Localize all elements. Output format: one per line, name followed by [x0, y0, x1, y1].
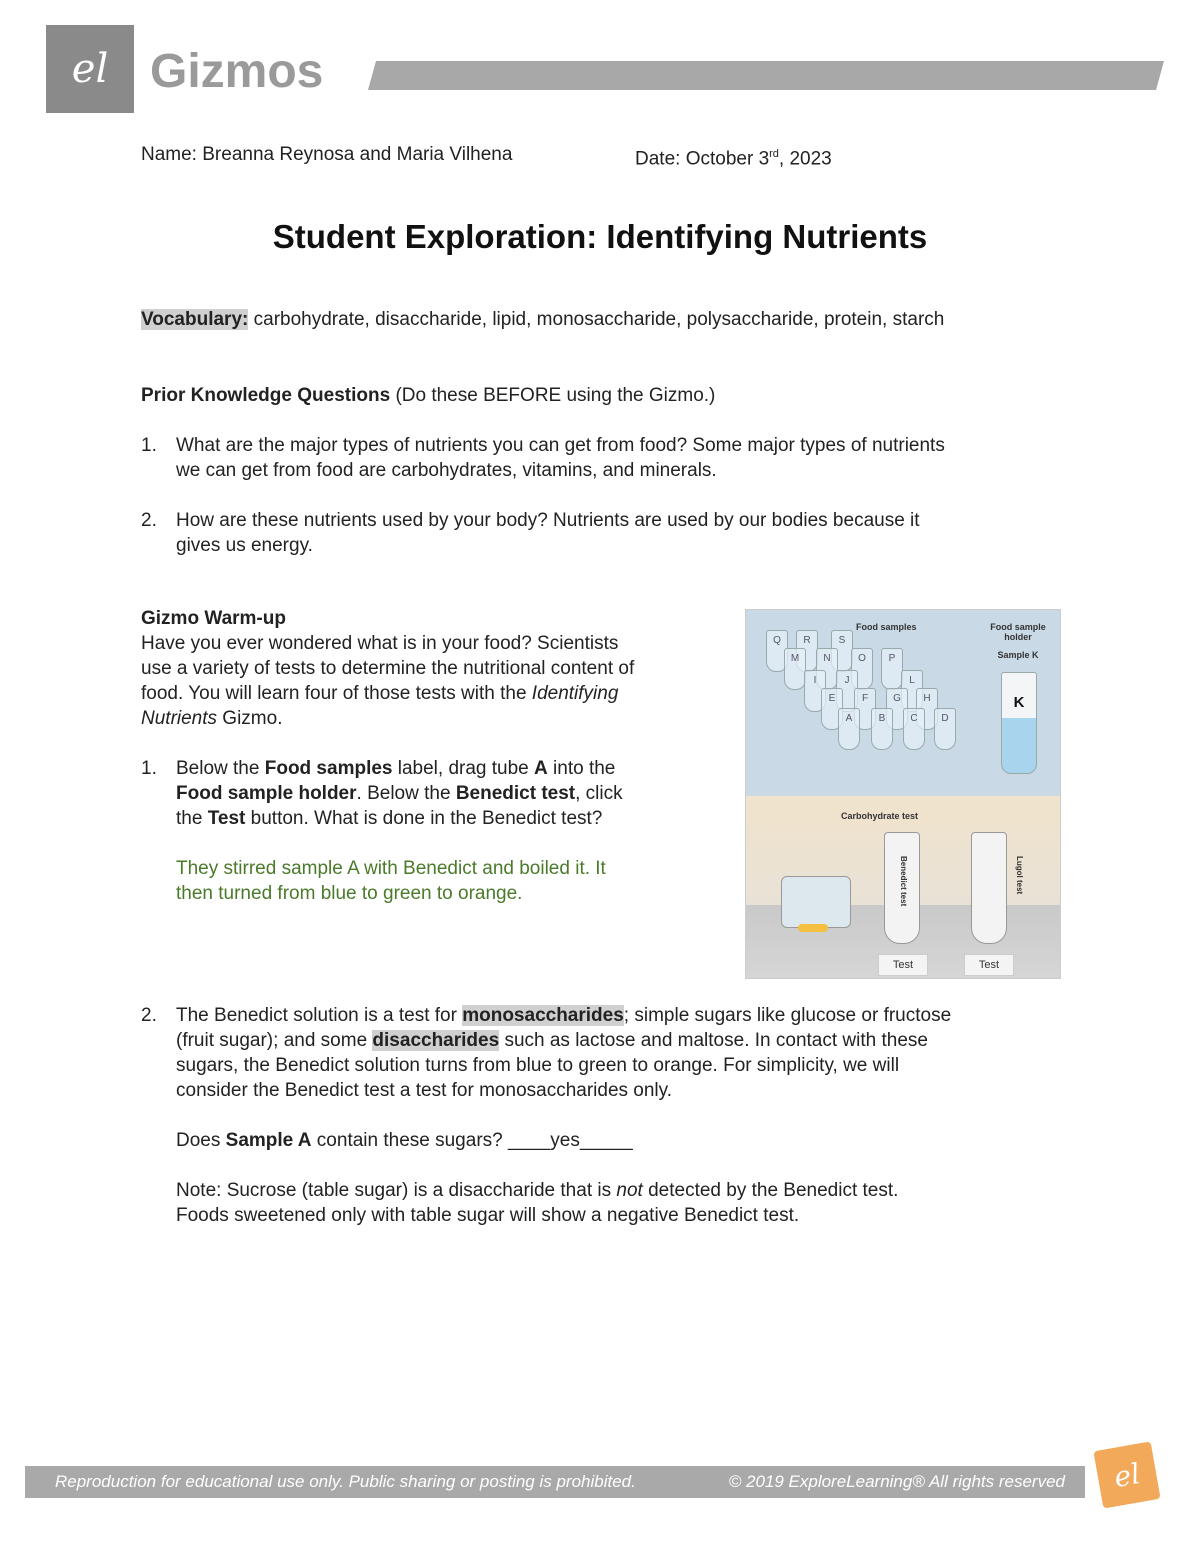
- answer-1: then turned from blue to green to orange.: [176, 883, 523, 904]
- vocabulary-line: [141, 307, 944, 332]
- food-sample-tube-C[interactable]: C: [903, 708, 925, 750]
- burner-flame-icon: [798, 924, 828, 932]
- food-sample-tube-P[interactable]: P: [881, 648, 903, 690]
- date-line: [635, 142, 832, 171]
- q2-text-2: gives us energy.: [176, 535, 313, 556]
- t: Note: Sucrose (table sugar) is a disaccharide that is: [176, 1180, 617, 1201]
- prior-note: (Do these BEFORE using the Gizmo.): [395, 385, 716, 406]
- benedict-label: Benedict test: [899, 856, 908, 907]
- header-bar: [368, 61, 1164, 90]
- date-year: , 2023: [778, 148, 832, 170]
- food-sample-tube-I[interactable]: I: [804, 670, 826, 712]
- footer-copyright: © 2019 ExploreLearning® All rights reserved: [728, 1472, 1065, 1491]
- logo-text: el: [1111, 1456, 1143, 1494]
- footer-bar: [25, 1466, 1085, 1498]
- t: disaccharides: [372, 1030, 500, 1051]
- step1-text: [176, 781, 623, 806]
- name-line: [141, 142, 512, 167]
- answer-1: They stirred sample A with Benedict and boiled it. It: [176, 858, 606, 879]
- page-title: Student Exploration: Identifying Nutrients: [272, 218, 928, 255]
- step1-text: [176, 806, 602, 831]
- t: Food sample holder: [176, 783, 357, 804]
- holder-label: Food sample holder: [990, 622, 1046, 642]
- t: Test: [207, 808, 246, 829]
- warmup-intro: [141, 706, 282, 731]
- step2-text: sugars, the Benedict solution turns from blue to green to orange. For simplicity, we will: [176, 1055, 900, 1076]
- gizmo-name: Nutrients: [141, 708, 218, 729]
- intro-text: food. You will learn four of those tests with the: [141, 683, 532, 704]
- t: monosaccharides: [462, 1005, 624, 1026]
- food-sample-tube-B[interactable]: B: [871, 708, 893, 750]
- explorelearning-logo: [1093, 1441, 1160, 1508]
- gizmo-screenshot: [745, 609, 1061, 979]
- date-value: October 3: [685, 148, 770, 170]
- t: detected by the Benedict test.: [642, 1180, 899, 1201]
- logo-text: el: [71, 46, 109, 92]
- t: A: [534, 758, 548, 779]
- food-sample-tube-E[interactable]: E: [821, 688, 843, 730]
- t: ; simple sugars like glucose or fructose: [623, 1005, 952, 1026]
- sample-label: Sample K: [997, 650, 1039, 660]
- t: label, drag tube: [392, 758, 535, 779]
- step1-number: 1.: [141, 758, 157, 779]
- q1-text-2: we can get from food are carbohydrates, vitamins, and minerals.: [176, 460, 717, 481]
- warmup-heading: Gizmo Warm-up: [141, 608, 286, 629]
- t: Benedict test: [455, 783, 576, 804]
- food-sample-tube-Q[interactable]: Q: [766, 630, 788, 672]
- brand-name: Gizmos: [150, 45, 324, 98]
- food-sample-tube-J[interactable]: J: [836, 670, 858, 712]
- q2-text: How are these nutrients used by your body? Nutrients are used by our bodies because it: [176, 510, 920, 531]
- t: (fruit sugar); and some: [176, 1030, 373, 1051]
- gizmo-name: Identifying: [531, 683, 619, 704]
- warmup-intro: [141, 681, 618, 706]
- food-sample-tube-L[interactable]: L: [901, 670, 923, 712]
- q1-number: 1.: [141, 435, 157, 456]
- t: not: [616, 1180, 643, 1201]
- food-sample-tube-G[interactable]: G: [886, 688, 908, 730]
- t: the: [176, 808, 208, 829]
- warmup-intro: use a variety of tests to determine the nutritional content of: [141, 658, 635, 679]
- t: such as lactose and maltose. In contact with these: [499, 1030, 928, 1051]
- step2-text: [176, 1028, 928, 1053]
- t: Sample A: [225, 1130, 312, 1151]
- food-sample-tube-A[interactable]: A: [838, 708, 860, 750]
- note-text: [176, 1178, 898, 1203]
- food-sample-tube-F[interactable]: F: [854, 688, 876, 730]
- t: The Benedict solution is a test for: [176, 1005, 463, 1026]
- vocabulary-label: Vocabulary:: [141, 309, 249, 330]
- step2-number: 2.: [141, 1005, 157, 1026]
- food-sample-tube-S[interactable]: S: [831, 630, 853, 672]
- food-samples-label: Food samples: [856, 622, 917, 632]
- lugol-label: Lugol test: [1015, 856, 1024, 895]
- food-sample-tube-M[interactable]: M: [784, 648, 806, 690]
- intro-text: Gizmo.: [217, 708, 283, 729]
- date-sup: rd: [769, 148, 779, 160]
- name-label: Name:: [141, 144, 197, 165]
- warmup-intro: Have you ever wondered what is in your food? Scientists: [141, 633, 619, 654]
- food-sample-tube-H[interactable]: H: [916, 688, 938, 730]
- prior-knowledge-heading: [141, 383, 715, 408]
- step1-text: [176, 756, 615, 781]
- step2-text: [176, 1003, 951, 1028]
- food-samples-panel: [746, 610, 1060, 796]
- date-label: Date:: [635, 148, 681, 170]
- t: contain these sugars? ____yes_____: [311, 1130, 633, 1151]
- t: into the: [547, 758, 616, 779]
- food-sample-tube-D[interactable]: D: [934, 708, 956, 750]
- gizmos-logo: [46, 25, 134, 113]
- t: button. What is done in the Benedict test?: [245, 808, 603, 829]
- sample-a-question: [176, 1128, 633, 1153]
- water-bath: [781, 876, 851, 928]
- t: . Below the: [356, 783, 456, 804]
- t: Food samples: [264, 758, 393, 779]
- food-sample-tube-N[interactable]: N: [816, 648, 838, 690]
- q1-text: What are the major types of nutrients you can get from food? Some major types of nutrients: [176, 435, 945, 456]
- sample-holder-tube[interactable]: K: [1001, 672, 1037, 774]
- carb-test-label: Carbohydrate test: [841, 811, 919, 821]
- lugol-test-button[interactable]: Test: [964, 954, 1014, 976]
- t: Below the: [176, 758, 265, 779]
- food-sample-tube-R[interactable]: R: [796, 630, 818, 672]
- note-text: Foods sweetened only with table sugar will show a negative Benedict test.: [176, 1205, 800, 1226]
- t: Does: [176, 1130, 226, 1151]
- prior-heading-text: Prior Knowledge Questions: [141, 385, 391, 406]
- t: , click: [575, 783, 623, 804]
- vocabulary-terms: carbohydrate, disaccharide, lipid, monosaccharide, polysaccharide, protein, starch: [253, 309, 945, 330]
- lugol-test-tube: [971, 832, 1007, 944]
- carbohydrate-test-panel: [746, 796, 1060, 978]
- food-sample-tube-O[interactable]: O: [851, 648, 873, 690]
- step2-text: consider the Benedict test a test for monosaccharides only.: [176, 1080, 673, 1101]
- q2-number: 2.: [141, 510, 157, 531]
- name-value: Breanna Reynosa and Maria Vilhena: [202, 144, 513, 165]
- benedict-test-button[interactable]: Test: [878, 954, 928, 976]
- footer-left-text: Reproduction for educational use only. Public sharing or posting is prohibited.: [55, 1472, 636, 1491]
